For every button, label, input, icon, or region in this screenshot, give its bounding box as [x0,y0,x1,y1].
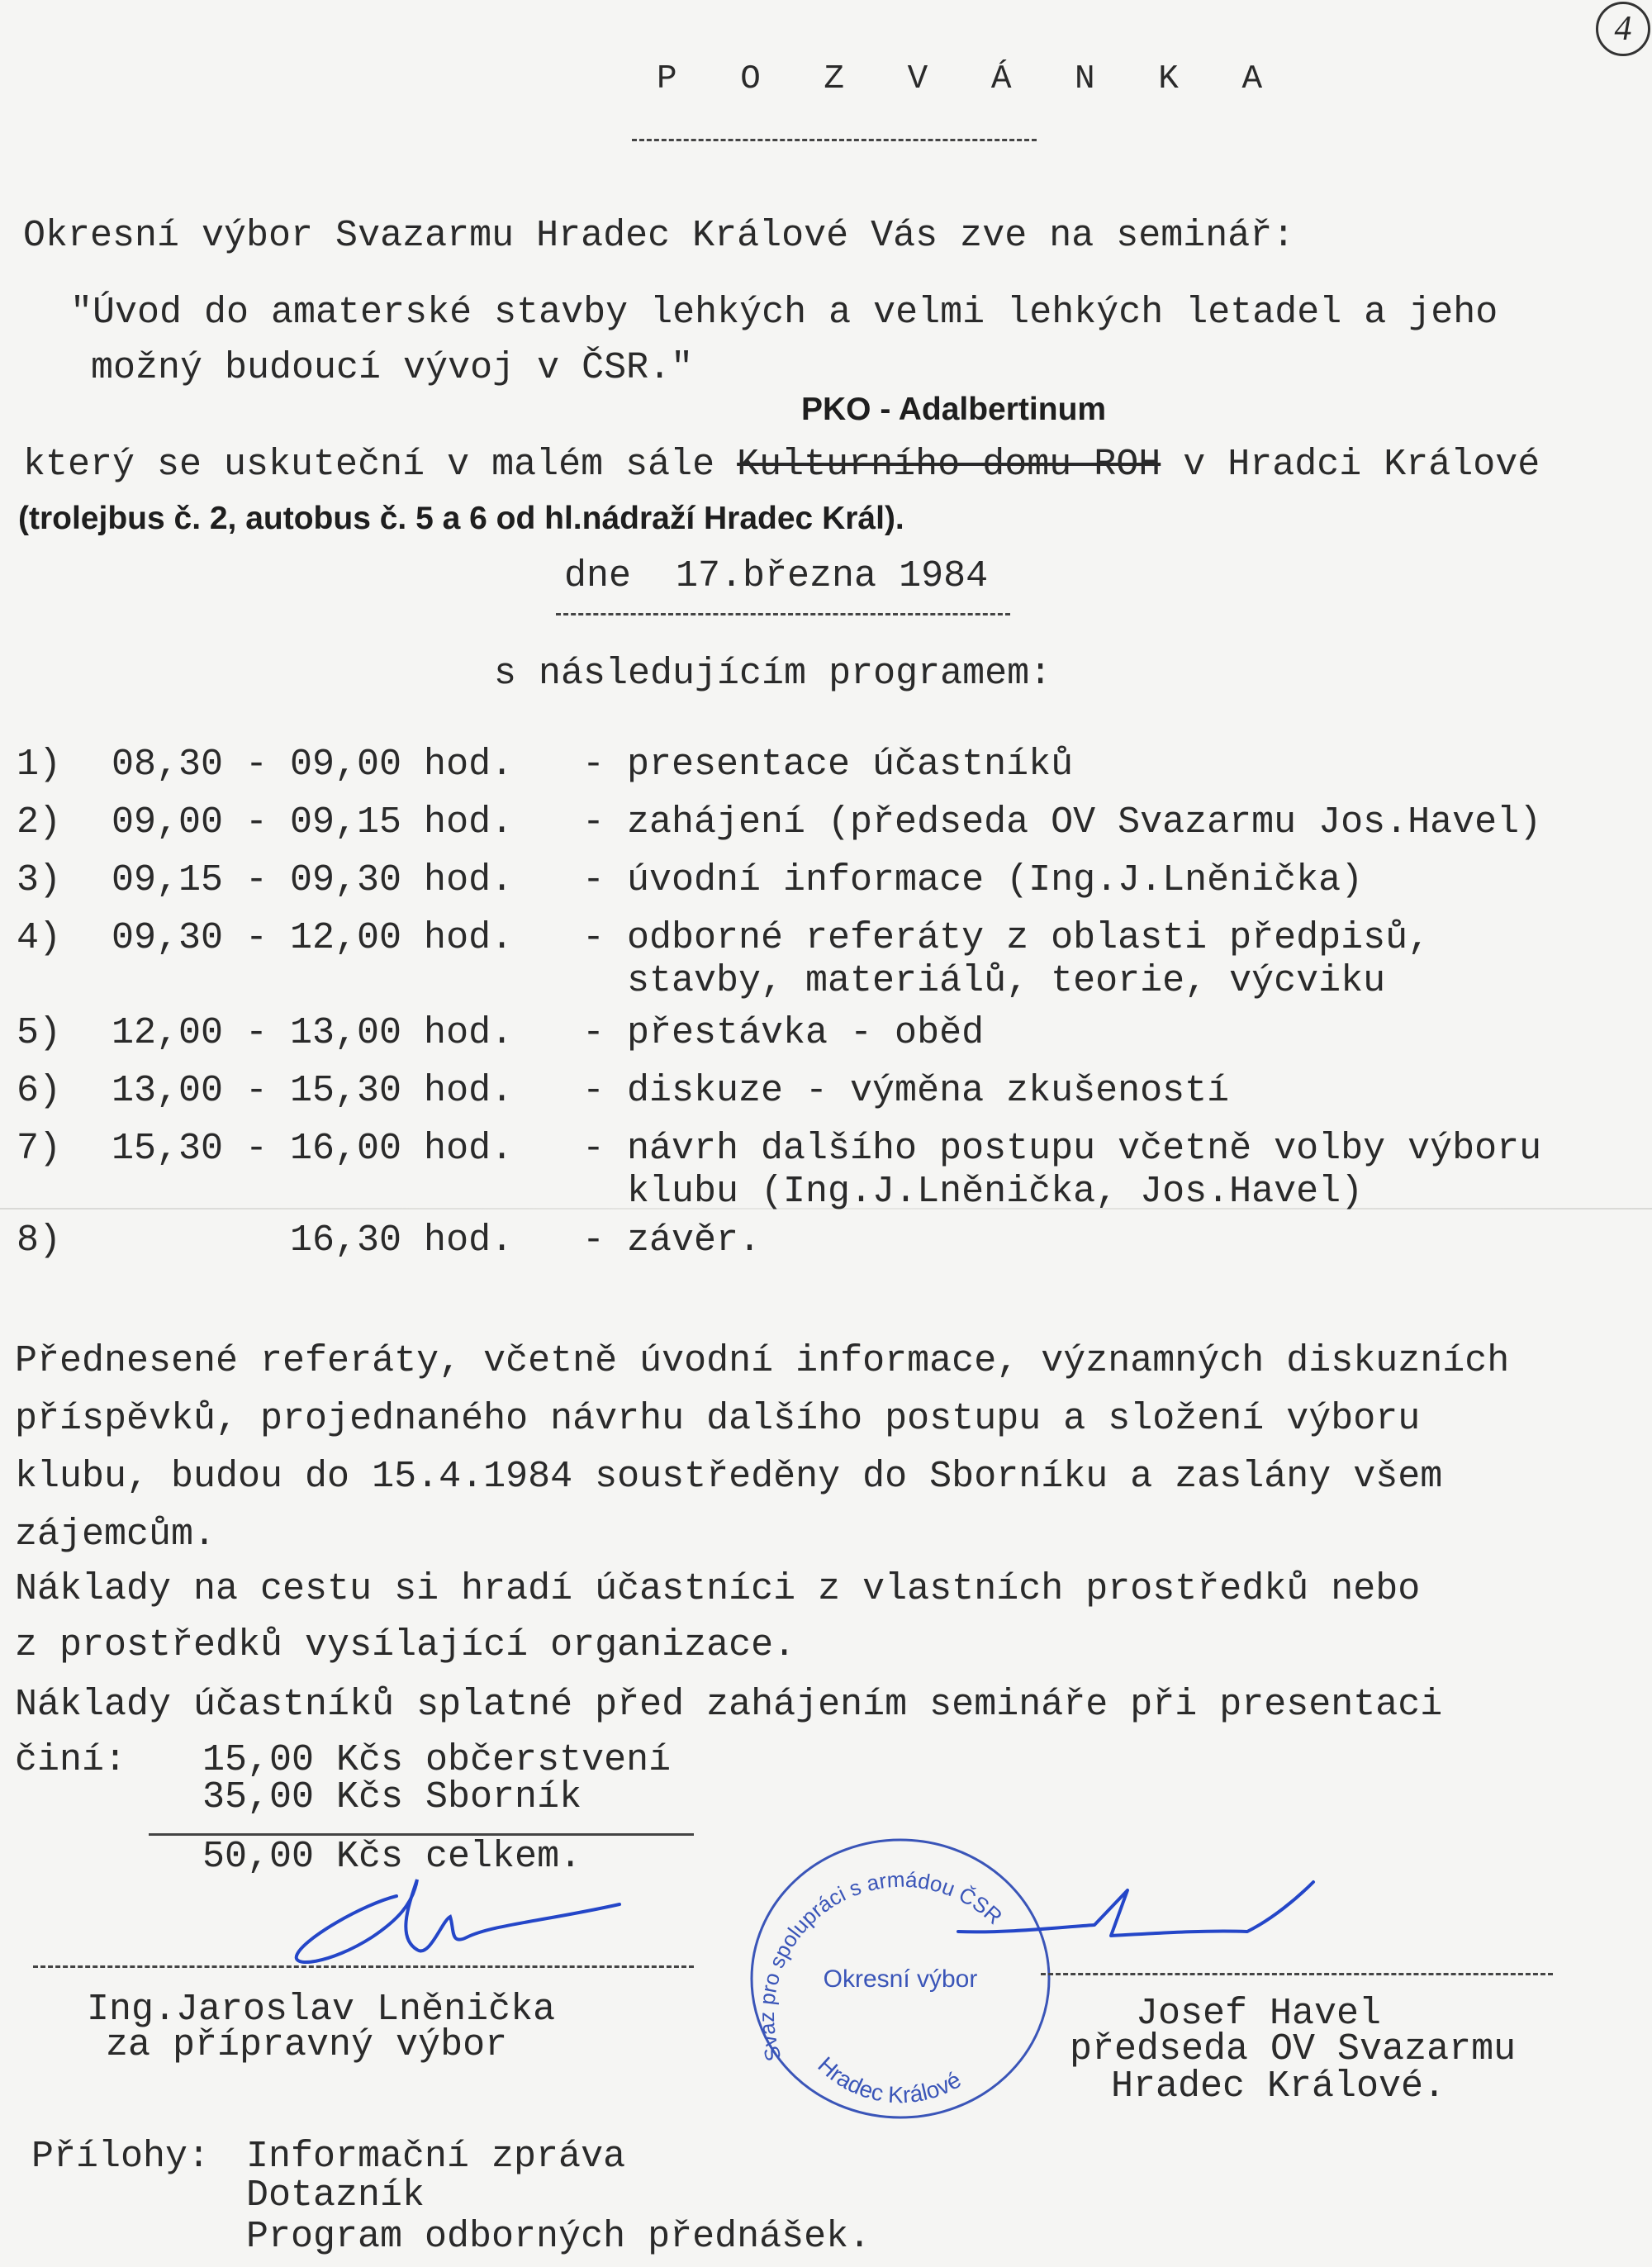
attachment-item: Informační zpráva [246,2136,626,2178]
program-time: 09,00 - 09,15 hod. [112,801,514,844]
program-desc: - závěr. [582,1219,762,1262]
page-number: 4 [1596,2,1650,56]
program-time: 08,30 - 09,00 hod. [112,744,514,786]
paragraph-line: příspěvků, projednaného návrhu dalšího postupu a složení výboru [15,1398,1421,1440]
program-num: 8) [17,1219,62,1262]
document-title: P O Z V Á N K A [657,60,1284,98]
program-num: 2) [17,801,62,844]
program-num: 5) [17,1012,62,1054]
paragraph-line: Náklady účastníků splatné před zahájením semináře při presentaci [15,1684,1443,1726]
program-num: 4) [17,917,62,959]
program-desc-cont: stavby, materiálů, teorie, výcviku [582,960,1386,1002]
program-desc: - přestávka - oběd [582,1012,985,1054]
program-desc: - presentace účastníků [582,744,1074,786]
program-time: 12,00 - 13,00 hod. [112,1012,514,1054]
venue-struck: Kulturního domu ROH [737,444,1161,486]
cost-total: 50,00 Kčs celkem. [202,1836,582,1878]
program-time: 16,30 hod. [112,1219,514,1262]
program-time: 15,30 - 16,00 hod. [112,1128,514,1170]
program-desc: - zahájení (předseda OV Svazarmu Jos.Havel) [582,801,1542,844]
attachment-item: Dotazník [246,2174,425,2217]
seminar-title-line-2: možný budoucí vývoj v ČSR." [91,347,694,389]
cost-item: 15,00 Kčs občerstvení [202,1739,672,1781]
date-underline [556,613,1010,615]
program-desc: - diskuze - výměna zkušeností [582,1070,1230,1112]
attachment-item: Program odborných přednášek. [246,2216,871,2258]
program-desc: - odborné referáty z oblasti předpisů, [582,917,1431,959]
program-num: 1) [17,744,62,786]
transport-line: (trolejbus č. 2, autobus č. 5 a 6 od hl.nádraží Hradec Král). [18,501,904,536]
venue-suffix: v Hradci Králové [1161,444,1540,486]
program-num: 3) [17,859,62,901]
paragraph-line: zájemcům. [15,1514,216,1556]
paragraph-line: Přednesené referáty, včetně úvodní informace, významných diskuzních [15,1340,1510,1382]
signatory-right-city: Hradec Králové. [1111,2065,1446,2108]
signature-lnenicka [273,1871,636,1970]
stamp-outer-text: Svaz pro spolupráci s armádou ČSR [753,1866,1008,2065]
signatory-right-role: předseda OV Svazarmu [1070,2028,1517,2070]
cost-item: 35,00 Kčs Sborník [202,1776,582,1818]
paragraph-line: klubu, budou do 15.4.1984 soustředěny do Sborníku a zaslány všem [15,1456,1443,1498]
stamp-center-text: Okresní výbor [823,1965,978,1993]
signature-line-left [33,1965,694,1968]
intro-line: Okresní výbor Svazarmu Hradec Králové Vás zve na seminář: [23,215,1295,257]
program-num: 7) [17,1128,62,1170]
program-desc: - úvodní informace (Ing.J.Lněnička) [582,859,1364,901]
program-num: 6) [17,1070,62,1112]
program-time: 09,15 - 09,30 hod. [112,859,514,901]
seminar-title-line-1: "Úvod do amaterské stavby lehkých a velmi lehkých letadel a jeho [70,292,1498,334]
event-date: dne 17.března 1984 [564,555,989,597]
venue-insert: PKO - Adalbertinum [801,392,1107,427]
title-underline [632,139,1037,141]
venue-prefix: který se uskuteční v malém sále [23,444,738,486]
program-desc-cont: klubu (Ing.J.Lněnička, Jos.Havel) [582,1171,1364,1213]
attachments-label: Přílohy: [31,2136,211,2178]
signature-havel [942,1874,1322,1973]
signatory-right-name: Josef Havel [1136,1993,1382,2035]
program-heading: s následujícím programem: [494,653,1052,695]
stamp-bottom-text: Hradec Králové [813,2051,966,2108]
program-desc: - návrh dalšího postupu včetně volby výboru [582,1128,1542,1170]
paragraph-line: Náklady na cestu si hradí účastníci z vlastních prostředků nebo [15,1568,1421,1610]
program-time: 09,30 - 12,00 hod. [112,917,514,959]
venue-line [23,444,1540,487]
signatory-left-name: Ing.Jaroslav Lněnička [87,1989,556,2031]
program-time: 13,00 - 15,30 hod. [112,1070,514,1112]
paragraph-line: z prostředků vysílající organizace. [15,1624,796,1666]
costs-label: činí: [15,1739,127,1781]
signature-line-right [1041,1973,1553,1975]
signatory-left-role: za přípravný výbor [106,2024,508,2066]
